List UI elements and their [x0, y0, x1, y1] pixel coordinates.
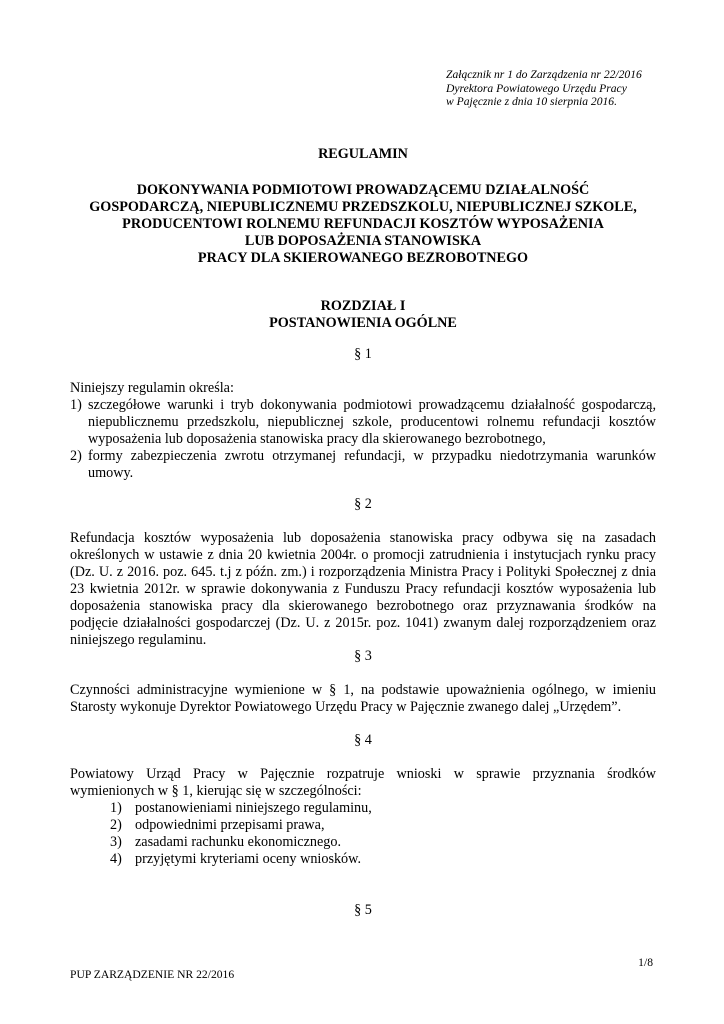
attachment-note	[446, 68, 642, 109]
section-2-text: Refundacja kosztów wyposażenia lub doposażenia stanowiska pracy odbywa się na zasadach określonych w ustawie z dnia 20 kwietnia 2004r. o promocji zatrudnienia i instytucjach rynku pracy (Dz. U. z 2016. poz. 645. t.j z późn. zm.) i rozporządzenia Ministra Pracy i Polityki Społecznej z dnia 23 kwietnia 2012r. w sprawie dokonywania z Funduszu Pracy refundacji kosztów wyposażenia lub doposażenia stanowiska pracy dla skierowanego bezrobotnego oraz przyznawania środków na podjęcie działalności gospodarczej (Dz. U. z 2015r. poz. 1041) zwanym dalej rozporządzeniem oraz niniejszego regulaminu.	[70, 530, 656, 648]
chapter-heading	[70, 298, 656, 332]
list-item-text: formy zabezpieczenia zwrotu otrzymanej refundacji, w przypadku niedotrzymania warunków umowy.	[88, 448, 656, 481]
subtitle-line: GOSPODARCZĄ, NIEPUBLICZNEMU PRZEDSZKOLU, NIEPUBLICZNEJ SZKOLE,	[89, 199, 637, 215]
subtitle-line: PRODUCENTOWI ROLNEMU REFUNDACJI KOSZTÓW WYPOSAŻENIA	[122, 216, 604, 232]
list-item-text: przyjętymi kryteriami oceny wniosków.	[135, 851, 362, 867]
section-mark-2: § 2	[354, 496, 372, 512]
list-item-number: 1)	[110, 800, 122, 816]
list-item-number: 4)	[110, 851, 122, 867]
chapter-number: ROZDZIAŁ I	[320, 298, 406, 314]
list-item	[70, 448, 656, 482]
section-3-text: Czynności administracyjne wymienione w § 1, na podstawie upoważnienia ogólnego, w imieniu Starosty wykonuje Dyrektor Powiatowego Urzędu Pracy w Pajęcznie zwanego dalej „Urzędem”.	[70, 682, 656, 715]
section-mark-3: § 3	[354, 648, 372, 664]
list-item-number: 2)	[70, 448, 82, 464]
list-item	[110, 851, 610, 868]
subtitle-line: LUB DOPOSAŻENIA STANOWISKA	[244, 233, 482, 249]
attachment-line: Dyrektora Powiatowego Urzędu Pracy	[446, 81, 627, 95]
list-item	[70, 397, 656, 448]
page-number: 1/8	[638, 956, 653, 969]
list-item-number: 1)	[70, 397, 82, 413]
attachment-line: w Pajęcznie z dnia 10 sierpnia 2016.	[446, 95, 617, 109]
footer-text: PUP ZARZĄDZENIE NR 22/2016	[70, 968, 235, 981]
section-4-text: Powiatowy Urząd Pracy w Pajęcznie rozpatruje wnioski w sprawie przyznania środków wymienionych w § 1, kierując się w szczególności:	[70, 766, 656, 799]
list-item	[110, 800, 610, 817]
document-title: REGULAMIN	[318, 146, 408, 162]
list-item	[110, 817, 610, 834]
list-item-number: 3)	[110, 834, 122, 850]
list-item-text: szczegółowe warunki i tryb dokonywania podmiotowi prowadzącemu działalność gospodarczą, niepublicznemu przedszkolu, niepublicznej szkole, producentowi rolnemu refundacji kosztów wyposażenia lub doposażenia stanowiska pracy dla skierowanego bezrobotnego,	[88, 397, 656, 447]
section-mark-4: § 4	[354, 732, 372, 748]
section-1-list	[70, 397, 656, 482]
chapter-name: POSTANOWIENIA OGÓLNE	[269, 315, 457, 331]
section-mark-1: § 1	[354, 346, 372, 362]
section-4-list	[110, 800, 610, 868]
list-item-text: zasadami rachunku ekonomicznego.	[135, 834, 342, 850]
subtitle-line: DOKONYWANIA PODMIOTOWI PROWADZĄCEMU DZIAŁALNOŚĆ	[136, 182, 590, 198]
list-item-number: 2)	[110, 817, 122, 833]
attachment-line: Załącznik nr 1 do Zarządzenia nr 22/2016	[446, 68, 642, 81]
list-item-text: odpowiednimi przepisami prawa,	[135, 817, 325, 833]
document-subtitle	[70, 182, 656, 267]
section-mark-5: § 5	[354, 902, 372, 918]
list-item	[110, 834, 610, 851]
section-1-intro: Niniejszy regulamin określa:	[70, 380, 234, 396]
list-item-text: postanowieniami niniejszego regulaminu,	[135, 800, 372, 816]
subtitle-line: PRACY DLA SKIEROWANEGO BEZROBOTNEGO	[197, 250, 529, 266]
